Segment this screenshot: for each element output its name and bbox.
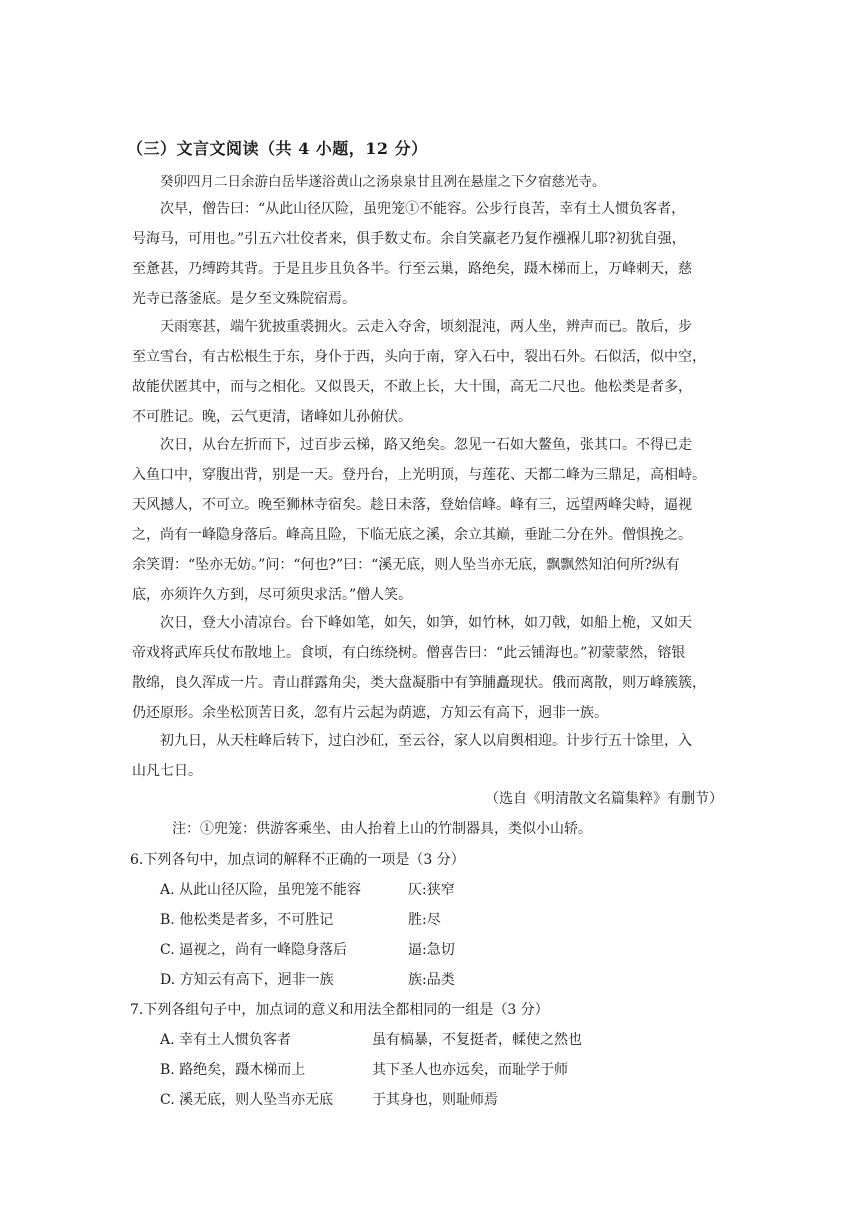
option-sentence: B. 他松类是者多，不可胜记 [160,912,334,928]
option-sentence: D. 方知云有高下，迥非一族 [160,972,334,988]
paragraph-line: 号海马，可用也。”引五六壮佼者来，俱手数丈布。余自笑羸老乃复作襁褓儿耶?初犹自强， [132,231,686,247]
section-title: （三）文言文阅读（共 4 小题，12 分） [127,139,428,158]
option-gloss: 族:品类 [408,972,455,988]
footnote: 注：①兜笼：供游客乘坐、由人抬着上山的竹制器具，类似小山轿。 [172,821,592,837]
question-7-stem: 7.下列各组句子中，加点词的意义和用法全都相同的一组是（3 分） [130,1002,549,1018]
passage-intro: 癸卯四月二日余游白岳毕遂浴黄山之汤泉泉甘且冽在悬崖之下夕宿慈光寺。 [160,174,606,190]
question-6-option-d [160,969,455,989]
question-7-option-c [160,1089,498,1109]
paragraph-line: 帝戏将武库兵仗布散地上。食顷，有白练绕树。僧喜告曰：“此云铺海也。”初蒙蒙然，镕银 [132,645,686,661]
paragraph-line: 故能伏匿其中，而与之相化。又似畏天，不敢上长，大十围，高无二尺也。他松类是者多， [132,379,692,395]
option-compare: 其下圣人也亦远矣，而耻学于师 [372,1062,568,1078]
paragraph-line: 天风撼人，不可立。晚至狮林寺宿矣。趁日未落，登始信峰。峰有三，远望两峰尖峙，逼视 [132,497,692,513]
passage-paragraph-4 [132,608,738,728]
paragraph-line: 次日，从台左折而下，过百步云梯，路又绝矣。忽见一石如大鳌鱼，张其口。不得已走 [160,437,692,453]
paragraph-line: 散绵，良久浑成一片。青山群露角尖，类大盘凝脂中有笋脯矗现状。俄而离散，则万峰簇簇， [132,675,706,691]
question-7-option-b [160,1059,568,1079]
question-6-stem: 6.下列各句中，加点词的解释不正确的一项是（3 分） [130,852,465,868]
option-gloss: 逼:急切 [408,942,455,958]
paragraph-line: 之，尚有一峰隐身落后。峰高且险，下临无底之溪，余立其巅，垂趾二分在外。僧惧挽之。 [132,527,692,543]
passage-paragraph-2 [132,312,738,432]
paragraph-line: 余笑谓：“坠亦无妨。”问：“何也?”曰：“溪无底，则人坠当亦无底，飘飘然知泊何所?纵有 [132,557,680,573]
passage-paragraph-3 [132,430,738,610]
option-sentence: C. 逼视之，尚有一峰隐身落后 [160,942,348,958]
option-sentence: A. 幸有土人惯负客者 [160,1032,292,1048]
passage-paragraph-5 [132,726,738,786]
question-7-option-a [160,1029,582,1049]
passage-paragraph-1 [132,194,738,314]
option-gloss: 仄:狭窄 [408,882,455,898]
paragraph-line: 山凡七日。 [132,763,202,779]
question-6-option-a [160,879,455,899]
option-sentence: C. 溪无底，则人坠当亦无底 [160,1092,334,1108]
option-gloss: 胜:尽 [408,912,441,928]
option-compare: 虽有槁暴，不复挺者，輮使之然也 [372,1032,582,1048]
passage-source: （选自《明清散文名篇集粹》有删节） [485,791,723,807]
question-6-option-c [160,939,455,959]
option-compare: 于其身也，则耻师焉 [372,1092,498,1108]
paragraph-line: 至立雪台，有古松根生于东，身仆于西，头向于南，穿入石中，裂出石外。石似活，似中空， [132,349,706,365]
paragraph-line: 天雨寒甚，端午犹披重裘拥火。云走入夺舍，顷刻混沌，两人坐，辨声而已。散后，步 [160,319,692,335]
paragraph-line: 不可胜记。晚，云气更清，诸峰如儿孙俯伏。 [132,409,412,425]
paragraph-line: 仍还原形。余坐松顶苦日炙，忽有片云起为荫遮，方知云有高下，迥非一族。 [132,705,608,721]
option-sentence: B. 路绝矣，蹑木梯而上 [160,1062,306,1078]
question-6-option-b [160,909,441,929]
paragraph-line: 光寺已落釜底。是夕至文殊院宿焉。 [132,291,356,307]
paragraph-line: 至惫甚，乃缚跨其背。于是且步且负各半。行至云巢，路绝矣，蹑木梯而上，万峰刺天，慈 [132,261,692,277]
paragraph-line: 底，亦须许久方到，尽可须臾求活。”僧人笑。 [132,587,413,603]
paragraph-line: 次早，僧告曰：“从此山径仄险，虽兜笼①不能容。公步行良苦，幸有土人惯负客者， [160,201,686,217]
paragraph-line: 入鱼口中，穿腹出背，别是一天。登丹台，上光明顶，与莲花、天都二峰为三鼎足，高相峙。 [132,467,706,483]
option-sentence: A. 从此山径仄险，虽兜笼不能容 [160,882,362,898]
paragraph-line: 初九日，从天柱峰后转下，过白沙矼，至云谷，家人以肩舆相迎。计步行五十馀里，入 [160,733,692,749]
paragraph-line: 次日，登大小清凉台。台下峰如笔，如矢，如笋，如竹林，如刀戟，如船上桅，又如天 [160,615,692,631]
